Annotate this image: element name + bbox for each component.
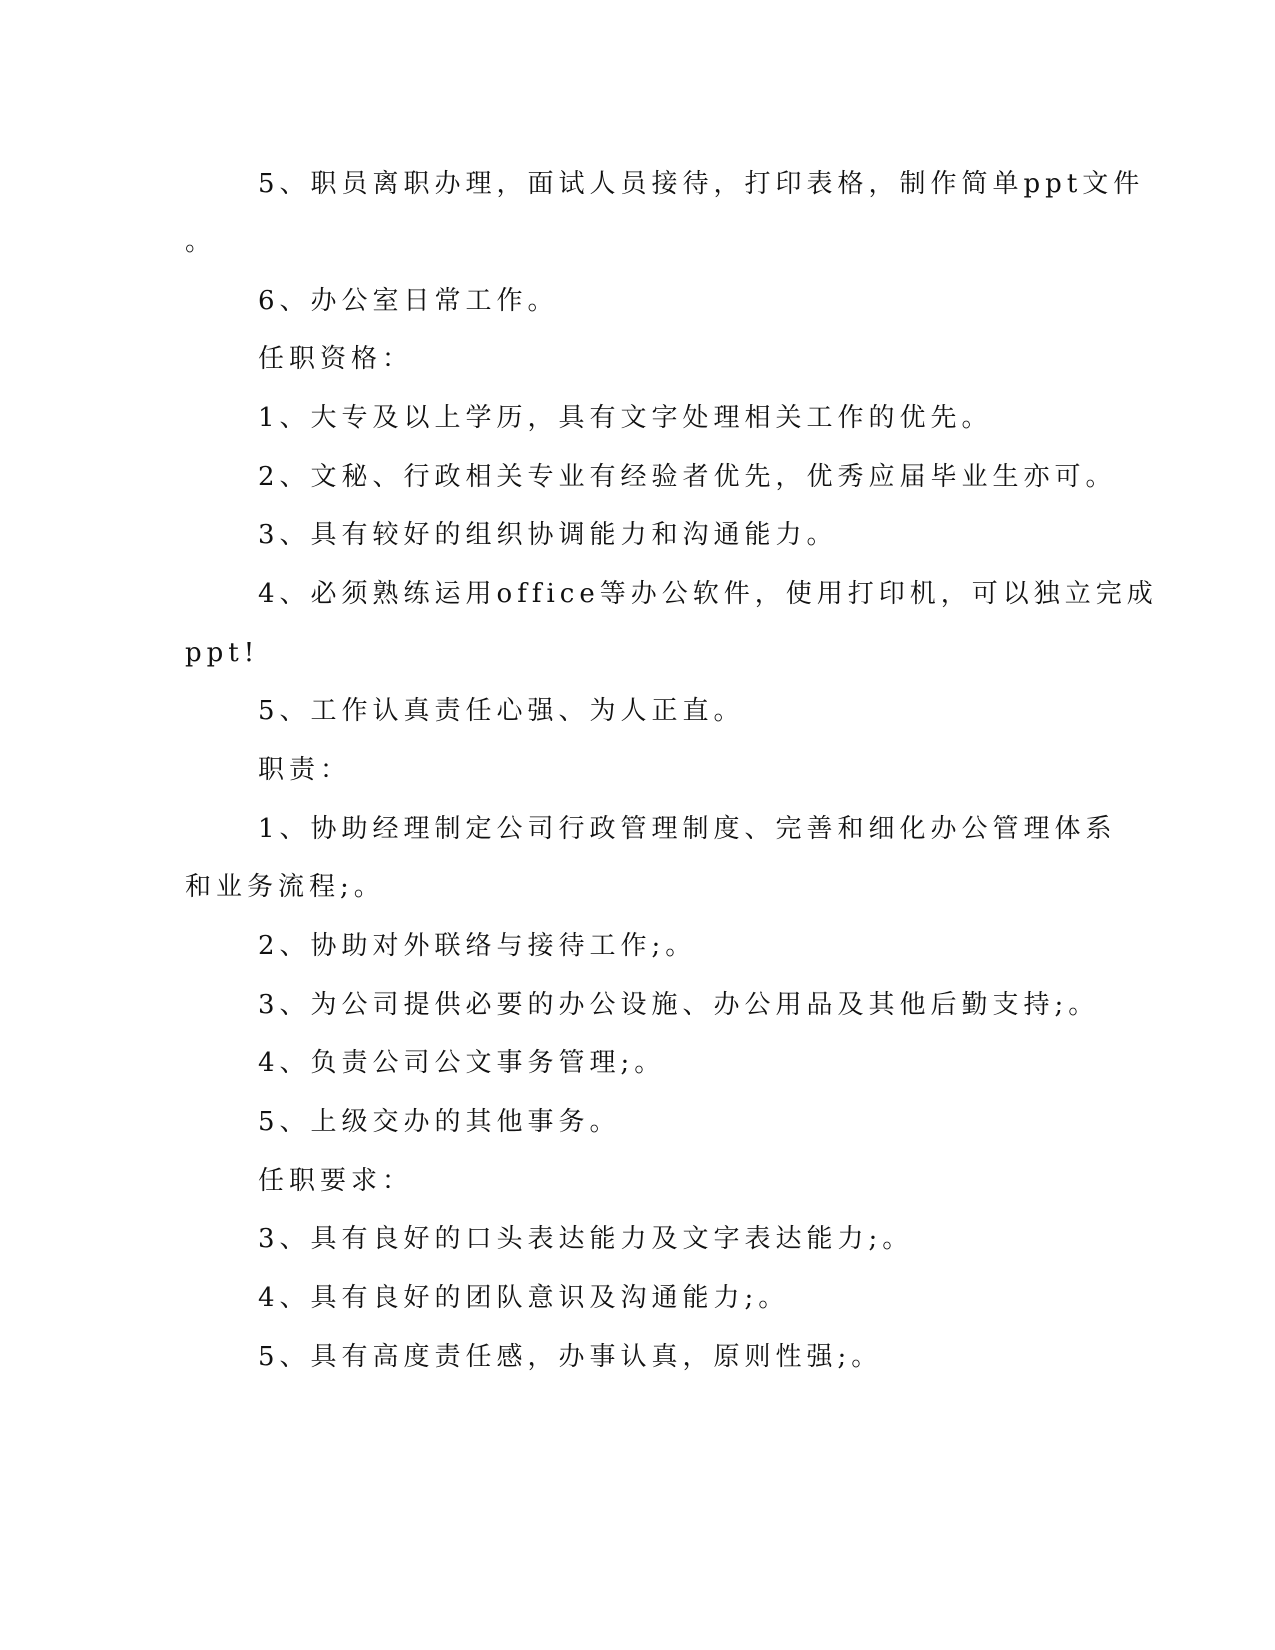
paragraph-line: 4、负责公司公文事务管理;。	[258, 1048, 666, 1078]
paragraph-line: ppt!	[185, 638, 260, 668]
paragraph-line: 5、具有高度责任感，办事认真，原则性强;。	[258, 1342, 883, 1372]
paragraph-line: 4、必须熟练运用office等办公软件，使用打印机，可以独立完成	[258, 579, 1158, 609]
paragraph-line: 2、协助对外联络与接待工作;。	[258, 931, 697, 961]
paragraph-line: 2、文秘、行政相关专业有经验者优先，优秀应届毕业生亦可。	[258, 462, 1117, 492]
paragraph-line: 3、为公司提供必要的办公设施、办公用品及其他后勤支持;。	[258, 990, 1100, 1020]
paragraph-line: 3、具有良好的口头表达能力及文字表达能力;。	[258, 1224, 914, 1254]
paragraph-line: 5、上级交办的其他事务。	[258, 1107, 621, 1137]
paragraph-line: 5、职员离职办理，面试人员接待，打印表格，制作简单ppt文件	[258, 169, 1145, 199]
section-heading: 任职资格：	[258, 344, 414, 374]
paragraph-line: 1、大专及以上学历，具有文字处理相关工作的优先。	[258, 403, 993, 433]
paragraph-line: 1、协助经理制定公司行政管理制度、完善和细化办公管理体系	[258, 814, 1117, 844]
section-heading: 职责：	[258, 755, 352, 785]
paragraph-line: 。	[185, 227, 217, 257]
paragraph-line: 5、工作认真责任心强、为人正直。	[258, 696, 745, 726]
paragraph-line: 和业务流程;。	[185, 872, 385, 902]
paragraph-line: 3、具有较好的组织协调能力和沟通能力。	[258, 520, 838, 550]
paragraph-line: 4、具有良好的团队意识及沟通能力;。	[258, 1283, 790, 1313]
paragraph-line: 6、办公室日常工作。	[258, 286, 559, 316]
section-heading: 任职要求：	[258, 1166, 414, 1196]
